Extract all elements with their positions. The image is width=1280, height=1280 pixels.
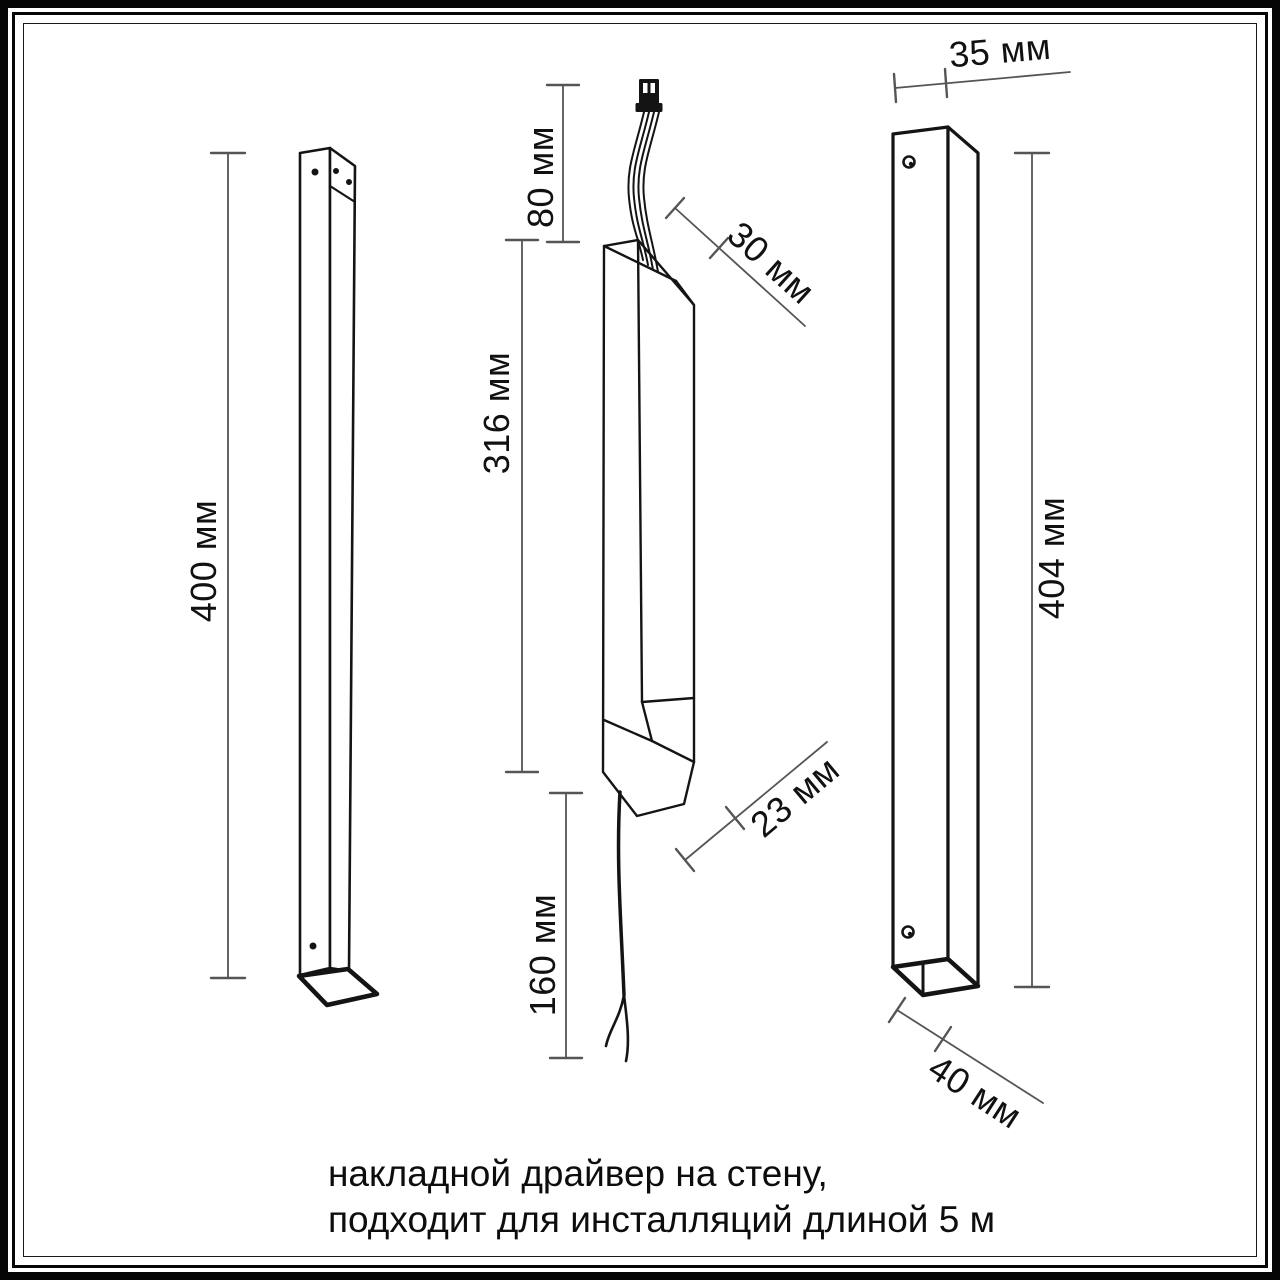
dim-label-connector-lead: 80 мм [520,125,561,229]
caption-line-1: накладной драйвер на стену, [328,1153,828,1194]
output-wire-strand-right [624,995,628,1061]
connector-pin-slot-2 [651,83,656,93]
right-profile [893,127,978,995]
dim-label-driver-body-length: 316 мм [476,351,517,475]
right-profile-side-face [948,127,978,986]
caption [328,1151,995,1243]
right-profile-screw-bottom [903,927,914,938]
connector-collar [636,103,663,112]
dim-label-output-lead: 160 мм [522,893,563,1017]
connector-body [639,79,659,106]
left-profile-foot-plate [299,969,377,1005]
right-profile-screw-top-dot [909,162,913,166]
dim-line-316 [506,240,538,772]
left-profile-screw-hole-top-front [312,169,319,176]
right-profile-screw-bottom-dot [908,932,912,936]
left-profile-side-face [330,148,355,971]
right-profile-screw-top [904,157,915,168]
output-wire [606,792,628,1061]
dim-label-left-profile-height: 400 мм [183,499,224,623]
caption-line-2: подходит для инсталляций длиной 5 м [328,1199,996,1240]
dim-label-driver-width: 30 мм [719,213,823,313]
dim-line-35 [894,69,1070,102]
output-wire-strand-left [606,995,624,1046]
left-profile-screw-hole-top-2 [346,179,352,185]
dim-label-right-profile-width: 35 мм [947,25,1053,76]
driver-unit [603,79,694,1061]
left-profile-screw-hole-top-1 [333,168,339,174]
connector-pin-slot-1 [643,83,648,93]
right-profile-front-face [893,127,948,967]
dim-label-right-profile-foot: 40 мм [921,1046,1030,1137]
dim-label-right-profile-height: 404 мм [1031,496,1072,620]
left-profile-front-face [300,148,330,975]
left-profile-screw-hole-bottom [310,943,317,950]
dim-label-driver-depth: 23 мм [742,748,847,846]
connector-plug [636,79,663,112]
output-wire-main [619,792,624,995]
left-profile [299,148,377,1005]
